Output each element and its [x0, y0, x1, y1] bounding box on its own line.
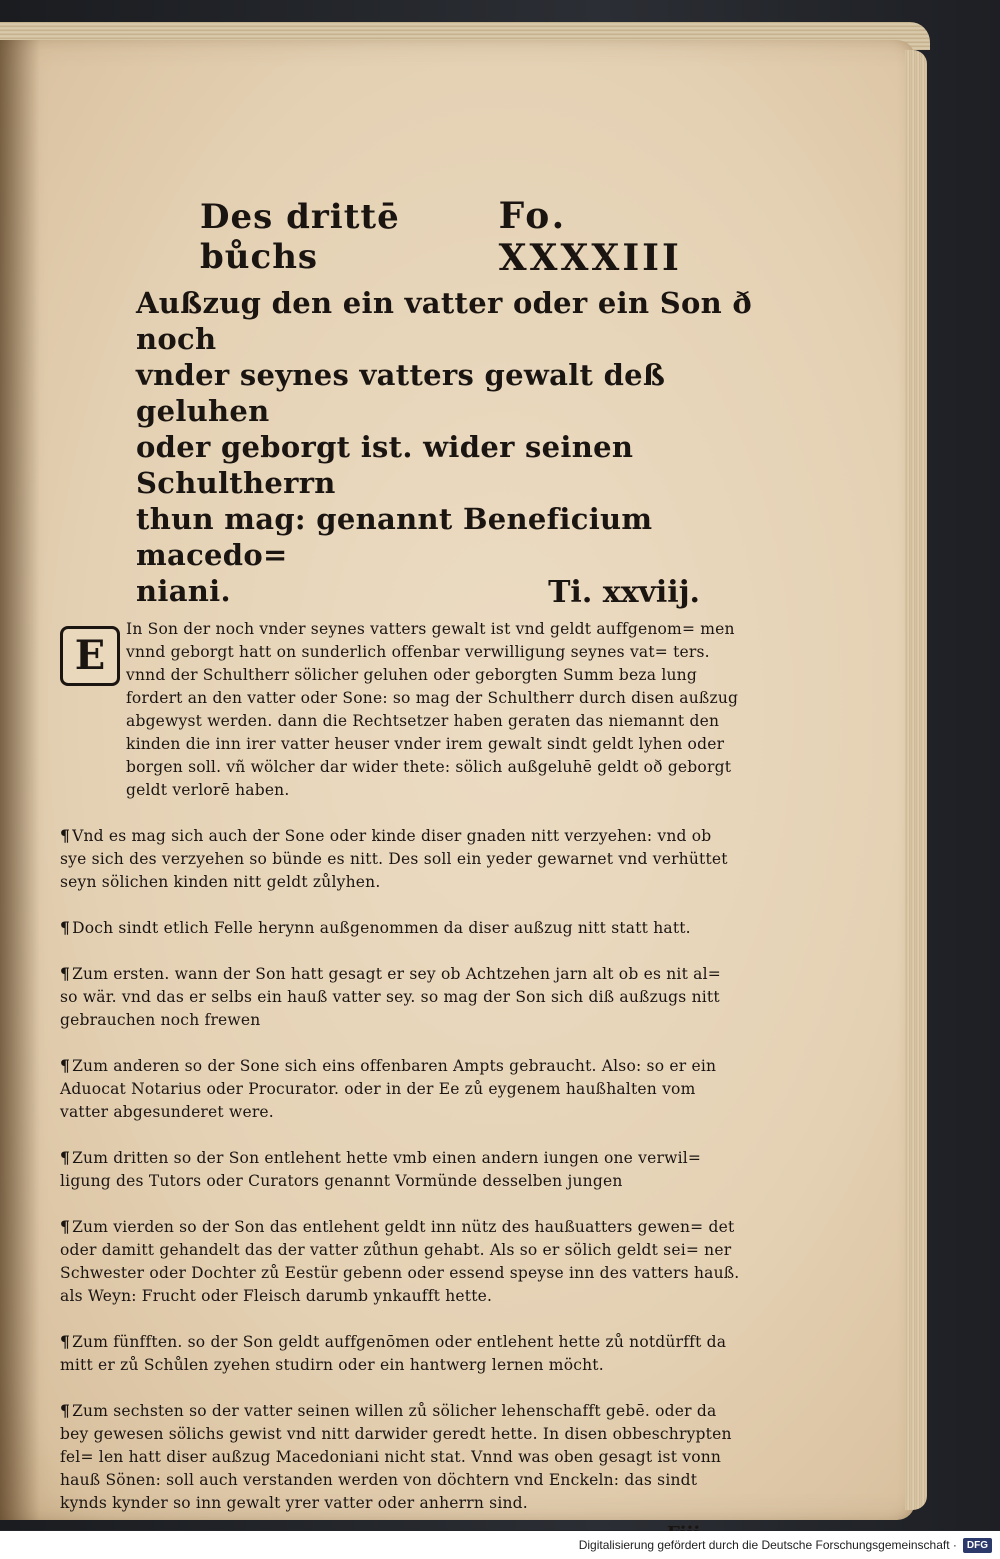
paragraph-2-text: Vnd es mag sich auch der Sone oder kinde diser gnaden nitt verzyehen: vnd ob sye sich des verzyehen so bünde es nitt. Des soll ein yeder gewarnet vnd verhüttet seyn sölichen kinden nitt geldt zůlyhen.: [60, 827, 728, 891]
lead-paragraph: [60, 618, 740, 802]
paragraph-3: [60, 916, 740, 940]
paragraph-1: In Son der noch vnder seynes vatters gewalt ist vnd geldt auffgenom= men vnnd geborgt hatt on sunderlich offenbar verwilligung seynes vat= ters. vnnd der Schultherr sölicher geluhen oder geborgten Summ beza lung fordert an den vatter oder Sone: so mag der Schultherr durch disen außzug abgewyst werden. dann die Rechtsetzer haben geraten das niemannt den kinden die inn irer vatter heuser vnder irem gewalt sindt geldt lyhen oder borgen soll. vñ wölcher dar wider thete: sölich außgeluhē geldt oð geborgt geldt verlorē haben.: [126, 620, 739, 799]
pilcrow-icon: ¶: [60, 964, 71, 983]
pilcrow-icon: ¶: [60, 1056, 71, 1075]
paragraph-7-text: Zum vierden so der Son das entlehent geldt inn nütz des haußuatters gewen= det oder damitt gehandelt das der vatter zůthun gehabt. Als so er sölich geldt sei= ner Schwester oder Dochter zů Eestür gebenn oder essend speyse inn des vatters hauß. als Weyn: Frucht oder Fleisch darumb ynkaufft hette.: [60, 1218, 740, 1305]
paragraph-7: [60, 1215, 740, 1308]
pilcrow-icon: ¶: [60, 1148, 71, 1167]
page-content: [60, 195, 753, 1544]
paragraph-4-text: Zum ersten. wann der Son hatt gesagt er sey ob Achtzehen jarn alt ob es nit al= so wär. vnd das er selbs ein hauß vatter sey. so mag der Son sich diß außzugs nitt gebrauchen noch frewen: [60, 965, 721, 1029]
paragraph-9: [60, 1399, 740, 1515]
paragraph-6: [60, 1146, 740, 1193]
paragraph-8-text: Zum fünfften. so der Son geldt auffgenōmen oder entlehent hette zů notdürfft da mitt er zů Schůlen zyehen studirn oder ein hantwerg lernen möcht.: [60, 1333, 727, 1374]
pilcrow-icon: ¶: [60, 1332, 71, 1351]
dfg-logo: DFG: [963, 1538, 992, 1553]
section-title: Außzug den ein vatter oder ein Son ð noch vnder seynes vatters gewalt deß geluhen oder geborgt ist. wider seinen Schultherrn thun mag: genannt Beneficium macedo= niani.: [136, 286, 753, 608]
page-fore-edge: [905, 50, 927, 1510]
paragraph-5-text: Zum anderen so der Sone sich eins offenbaren Ampts gebraucht. Also: so er ein Aduocat Notarius oder Procurator. oder in der Ee zů eygenem haußhalten vom vatter abgesunderet were.: [60, 1057, 717, 1121]
decorated-initial: E: [60, 626, 120, 686]
paragraph-5: [60, 1054, 740, 1124]
pilcrow-icon: ¶: [60, 1217, 71, 1236]
title-number: Ti. xxviij.: [548, 575, 700, 610]
paragraph-4: [60, 962, 740, 1032]
pilcrow-icon: ¶: [60, 826, 71, 845]
paragraph-8: [60, 1330, 740, 1377]
paragraph-2: [60, 824, 740, 894]
digitization-footer: [0, 1531, 1000, 1559]
paragraph-9-text: Zum sechsten so der vatter seinen willen zů sölicher lehenschafft gebē. oder da bey gewesen sölichs gewist vnd nitt darwider geredt hette. In disen obbeschrypten fel= len hatt diser außzug Macedoniani nicht stat. Vnnd was oben gesagt ist vonn hauß Sönen: soll auch verstanden werden von döchtern vnd Enckeln: das sindt kynds kynder so inn gewalt yrer vatter oder anherrn sind.: [60, 1402, 732, 1512]
pilcrow-icon: ¶: [60, 918, 71, 937]
pilcrow-icon: ¶: [60, 1401, 71, 1420]
paragraph-3-text: Doch sindt etlich Felle herynn außgenommen da diser außzug nitt statt hatt.: [72, 919, 691, 937]
paragraph-6-text: Zum dritten so der Son entlehent hette vmb einen andern iungen one verwil= ligung des Tutors oder Curators genannt Vormünde desselben jungen: [60, 1149, 702, 1190]
folio-number: Fo. XXXXIII: [498, 195, 682, 279]
page-gutter: [0, 40, 40, 1520]
running-head: Des drittē bůchs: [200, 197, 400, 277]
footer-credit: Digitalisierung gefördert durch die Deutsche Forschungsgemeinschaft ·: [578, 1538, 957, 1552]
running-header: [60, 195, 740, 279]
